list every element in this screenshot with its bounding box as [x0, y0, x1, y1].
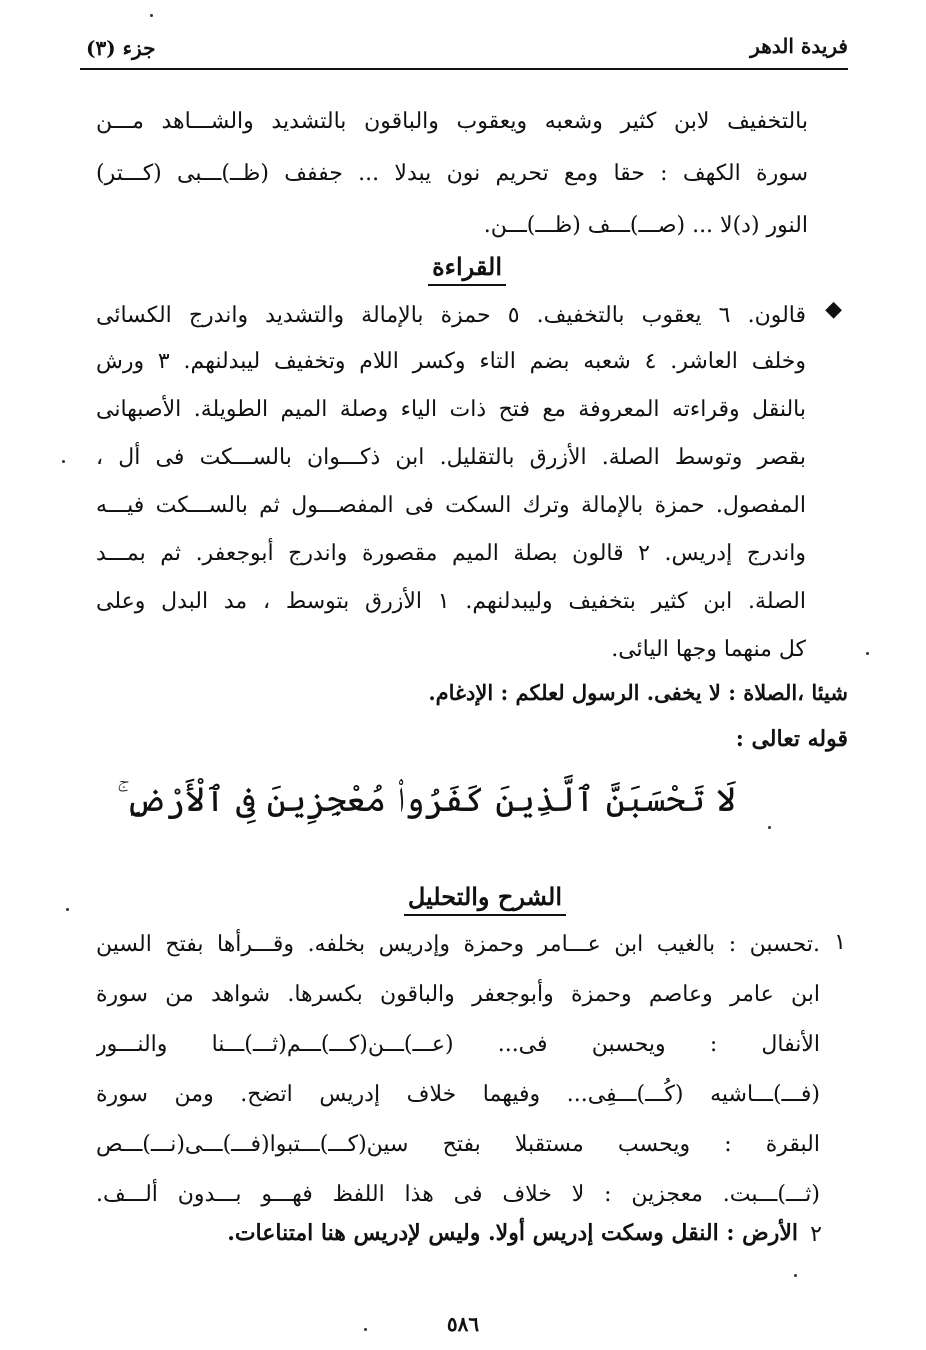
sharh-item-2: الأرض : النقل وسكت إدريس أولا. وليس لإدريس هنا امتناعات.	[227, 1220, 798, 1246]
scan-speck	[150, 14, 153, 17]
text-line: وخلف العاشر. ٤ شعبه بضم التاء وكسر اللام وتخفيف ليبدلنهم. ٣ ورش	[96, 349, 806, 374]
text-line: كل منهما وجها اليائى.	[611, 637, 806, 662]
header-rule	[80, 68, 848, 70]
text-line: بالنقل وقراءته المعروفة مع فتح ذات الياء وصلة الميم الطويلة. الأصبهانى	[96, 397, 806, 422]
text-line: قالون. ٦ يعقوب بالتخفيف. ٥ حمزة بالإمالة والتشديد واندرج الكسائى	[96, 303, 806, 328]
text-line: بقصر وتوسط الصلة. الأزرق بالتقليل. ابن ذكـــوان بالســـكت فى أل ،	[96, 445, 806, 470]
text-line: المفصول. حمزة بالإمالة وترك السكت فى المفصـــول ثم بالســـكت فيـــه	[96, 493, 806, 518]
text-line: (ثـــ)ـــبت. معجزين : لا خلاف فى هذا اللفظ فهـــو بـــدون ألـــف.	[96, 1182, 820, 1207]
text-line: الأنفال : ويحسبن فى... (عـــ)ـــن(كـــ)ـــم(ثـــ)ـــنا والنـــور	[96, 1032, 820, 1057]
text-line: النور (د)لا ... (صـــ)ـــف (ظـــ)ـــن.	[483, 213, 808, 238]
scan-speck	[866, 652, 869, 655]
page-number: ٥٨٦	[446, 1312, 480, 1336]
running-header	[80, 30, 848, 72]
verse-intro: قوله تعالى :	[735, 726, 848, 752]
book-title: فريدة الدهر	[750, 34, 848, 58]
scan-speck	[768, 826, 771, 829]
text-line: البقرة : ويحسب مستقبلا بفتح سين(كـــ)ـــتبوا(فـــ)ـــى(نـــ)ـــص	[96, 1132, 820, 1157]
list-number: ٢	[810, 1222, 822, 1247]
scan-speck	[794, 1274, 797, 1277]
text-line: (فـــ)ـــاشيه (كُـــ)ـــفِى... وفيهما خلاف إدريس اتضح. ومن سورة	[96, 1082, 820, 1107]
sharh-heading: الشرح والتحليل	[404, 880, 566, 916]
qiraa-heading: القراءة	[428, 250, 506, 286]
text-line: الصلة. ابن كثير بتخفيف وليبدلنهم. ١ الأزرق بتوسط ، مد البدل وعلى	[96, 589, 806, 614]
scan-speck	[62, 460, 65, 463]
list-number: ١	[834, 930, 846, 955]
scan-speck	[66, 908, 69, 911]
diamond-bullet-icon: ◆	[825, 297, 842, 322]
text-line: .تحسبن : بالغيب ابن عـــامر وحمزة وإدريس بخلفه. وقـــرأها بفتح السين	[96, 932, 820, 957]
quran-verse: لَا تَحْسَبَنَّ ٱلَّذِينَ كَفَرُوا۟ مُعْجِزِينَ فِى ٱلْأَرْضِ ۚ	[116, 780, 736, 820]
scan-speck	[364, 1328, 367, 1331]
part-label: جزء (٣)	[86, 36, 156, 60]
opening-paragraph	[96, 96, 808, 252]
text-line: سورة الكهف : حقا ومع تحريم نون يبدلا ... جففف (ظــ)ـــبى (كـــتر)	[96, 161, 808, 186]
qiraa-paragraph	[96, 290, 806, 676]
qiraa-note: شيئا ،الصلاة : لا يخفى. الرسول لعلكم : الإدغام.	[428, 680, 848, 705]
text-line: بالتخفيف لابن كثير وشعبه ويعقوب والباقون بالتشديد والشـــاهد مـــن	[96, 109, 808, 134]
sharh-item-1	[96, 920, 820, 1220]
text-line: ابن عامر وعاصم وحمزة وأبوجعفر والباقون بكسرها. شواهد من سورة	[96, 982, 820, 1007]
text-line: واندرج إدريس. ٢ قالون بصلة الميم مقصورة واندرج أبوجعفر. ثم بمـــد	[96, 541, 806, 566]
